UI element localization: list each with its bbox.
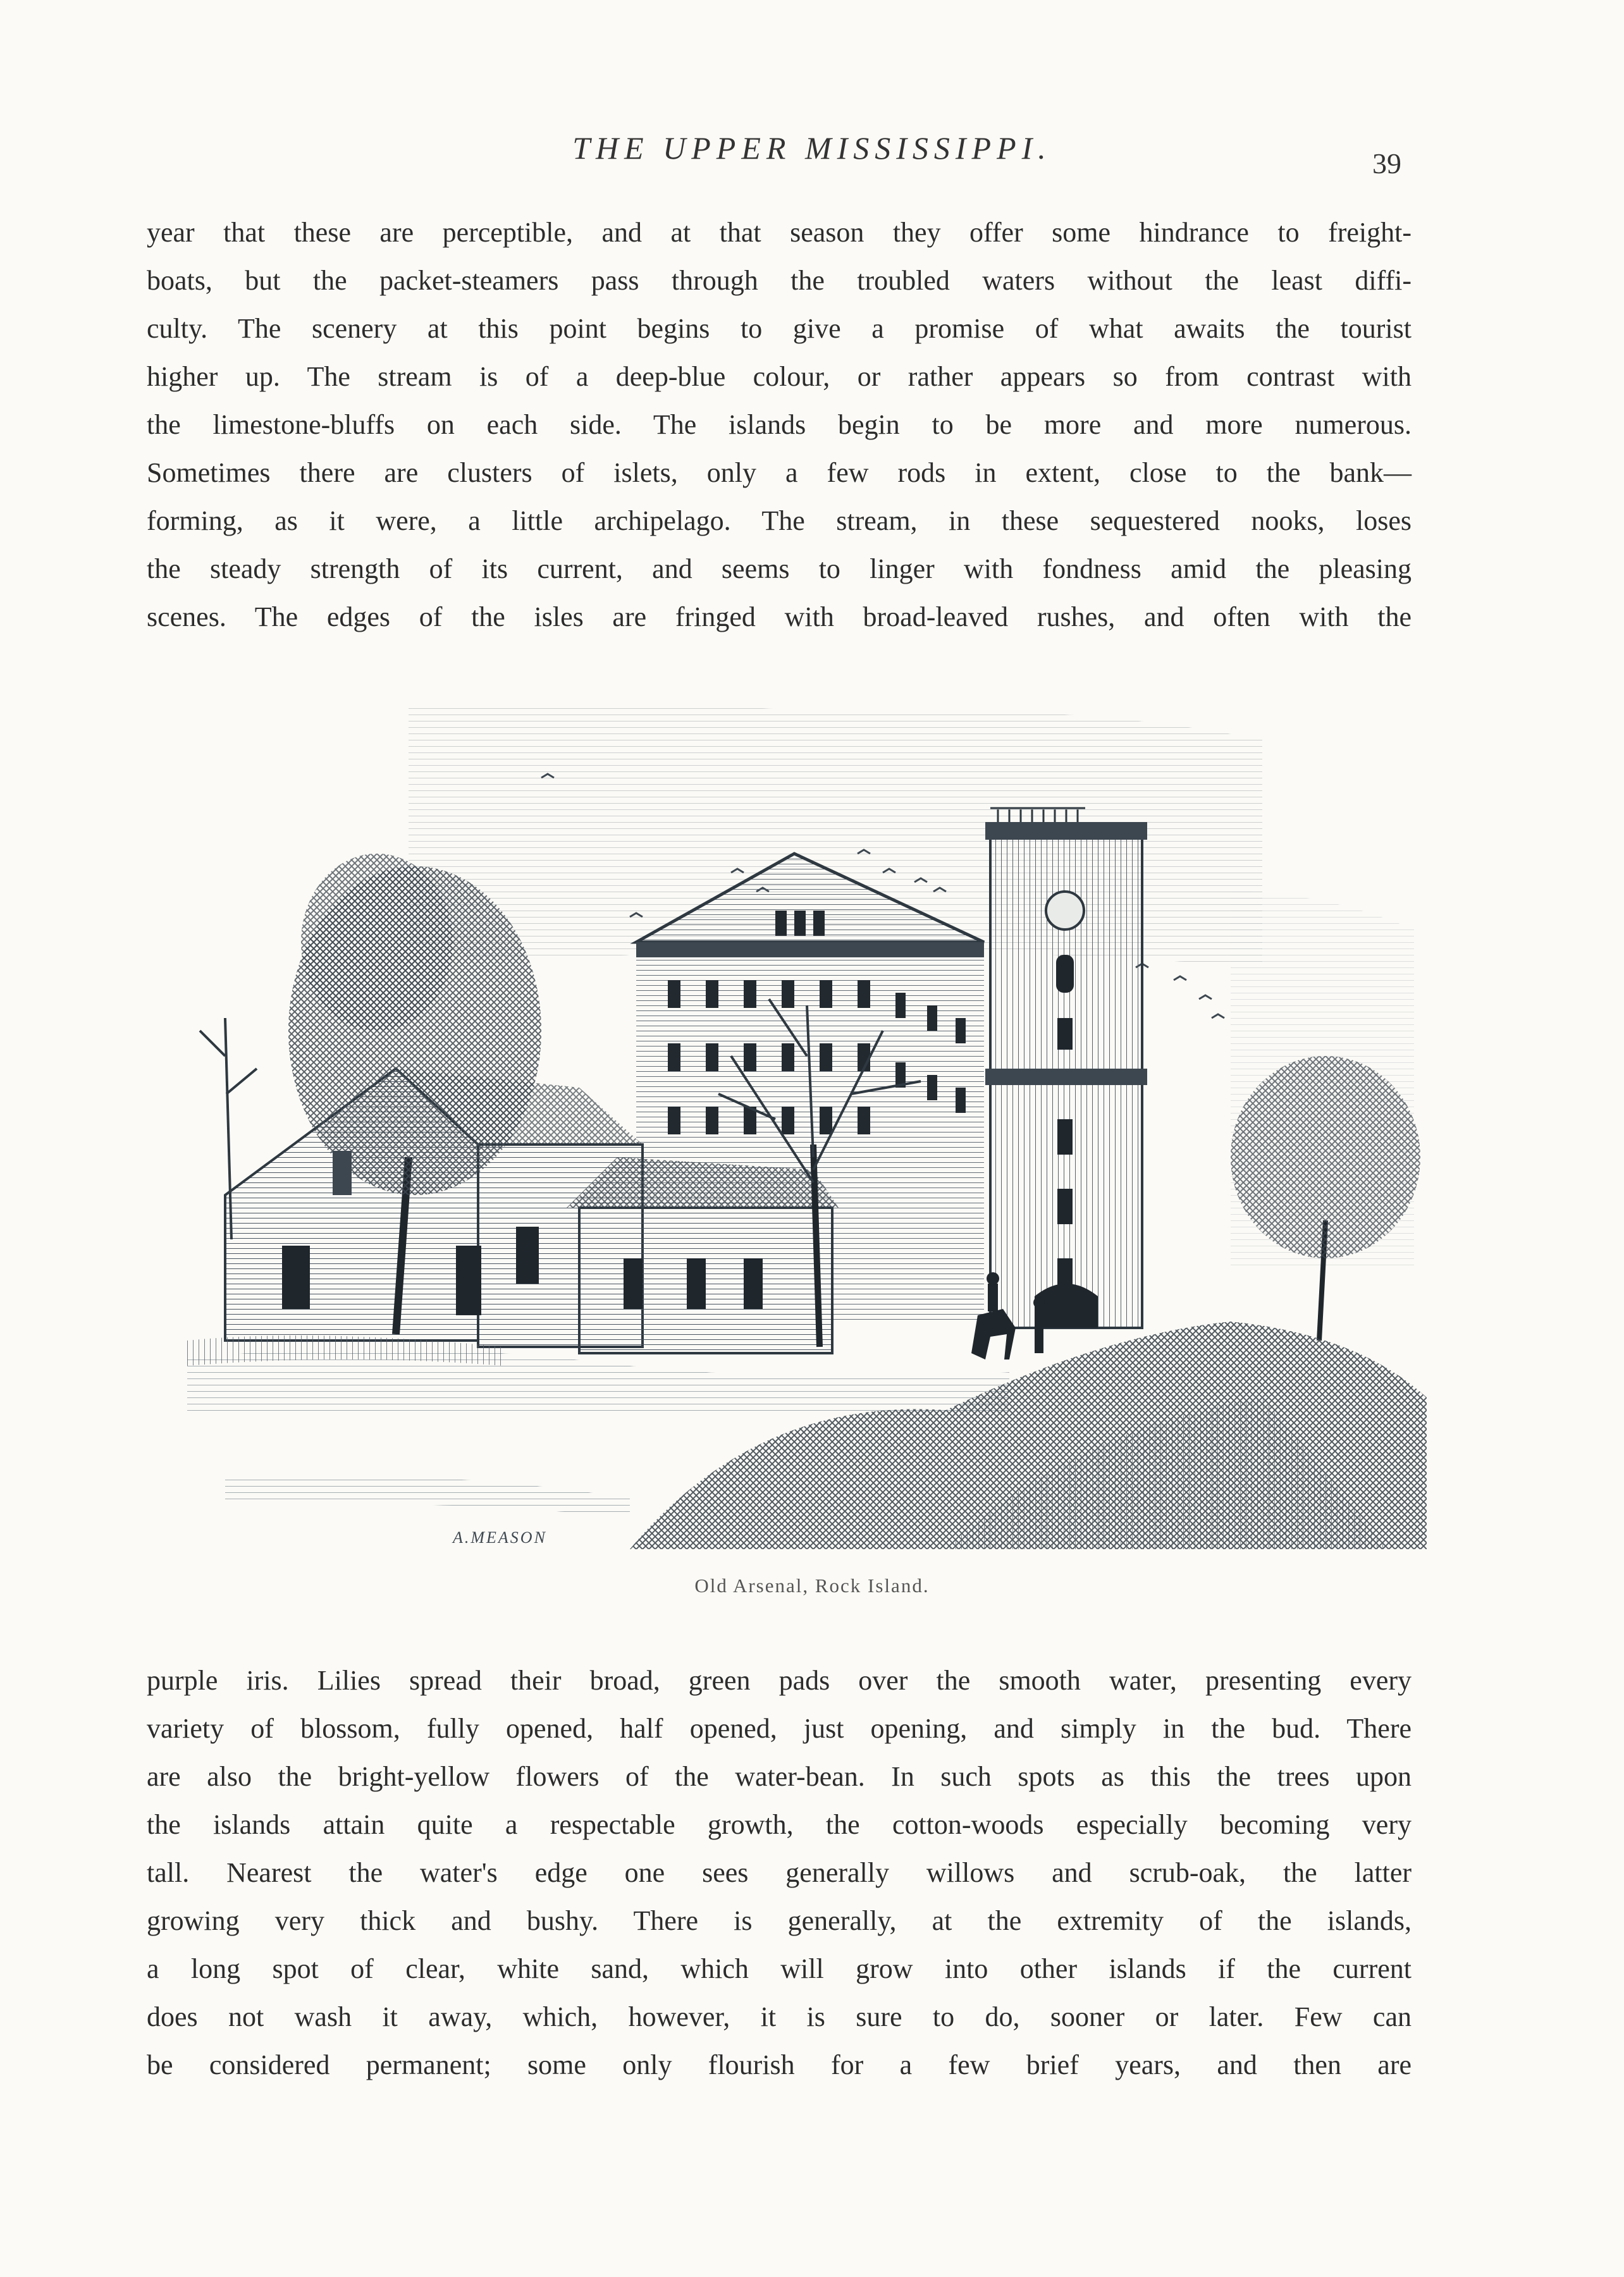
figure-caption: Old Arsenal, Rock Island. <box>694 1574 930 1597</box>
text-line: does not wash it away, which, however, it is sure to do, sooner or later. Few can <box>147 2001 1412 2032</box>
text-line: Sometimes there are clusters of islets, only a few rods in extent, close to the bank— <box>147 457 1412 488</box>
text-line: higher up. The stream is of a deep-blue colour, or rather appears so from contrast with <box>147 361 1412 392</box>
text-line: be considered permanent; some only flourish for a few brief years, and then are <box>147 2049 1412 2080</box>
foreground <box>187 1322 1427 1549</box>
text-line: are also the bright-yellow flowers of the water-bean. In such spots as this the trees upon <box>147 1761 1412 1792</box>
text-line: purple iris. Lilies spread their broad, green pads over the smooth water, presenting every <box>147 1665 1412 1696</box>
running-title: THE UPPER MISSISSIPPI. <box>572 130 1052 166</box>
text-line: a long spot of clear, white sand, which will grow into other islands if the current <box>147 1953 1412 1984</box>
engraver-signature: A.MEASON <box>453 1528 547 1547</box>
text-line: tall. Nearest the water's edge one sees generally willows and scrub-oak, the latter <box>147 1857 1412 1888</box>
text-line: forming, as it were, a little archipelago. The stream, in these sequestered nooks, loses <box>147 505 1412 536</box>
text-line: scenes. The edges of the isles are fringed with broad-leaved rushes, and often with the <box>147 601 1412 632</box>
paragraph-bottom <box>147 1657 1412 2089</box>
page-number: 39 <box>1372 147 1401 180</box>
engraving-old-arsenal-icon <box>187 702 1433 1562</box>
text-line: variety of blossom, fully opened, half opened, just opening, and simply in the bud. There <box>147 1713 1412 1744</box>
text-line: the islands attain quite a respectable growth, the cotton-woods especially becoming very <box>147 1809 1412 1840</box>
text-line: the steady strength of its current, and seems to linger with fondness amid the pleasing <box>147 553 1412 584</box>
text-line: the limestone-bluffs on each side. The islands begin to be more and more numerous. <box>147 409 1412 440</box>
text-line: year that these are perceptible, and at that season they offer some hindrance to freight- <box>147 217 1412 248</box>
text-line: growing very thick and bushy. There is generally, at the extremity of the islands, <box>147 1905 1412 1936</box>
text-line: boats, but the packet-steamers pass through the troubled waters without the least diffi- <box>147 265 1412 296</box>
paragraph-top <box>147 209 1412 641</box>
clock-tower <box>985 808 1147 1328</box>
text-line: culty. The scenery at this point begins to give a promise of what awaits the tourist <box>147 313 1412 344</box>
